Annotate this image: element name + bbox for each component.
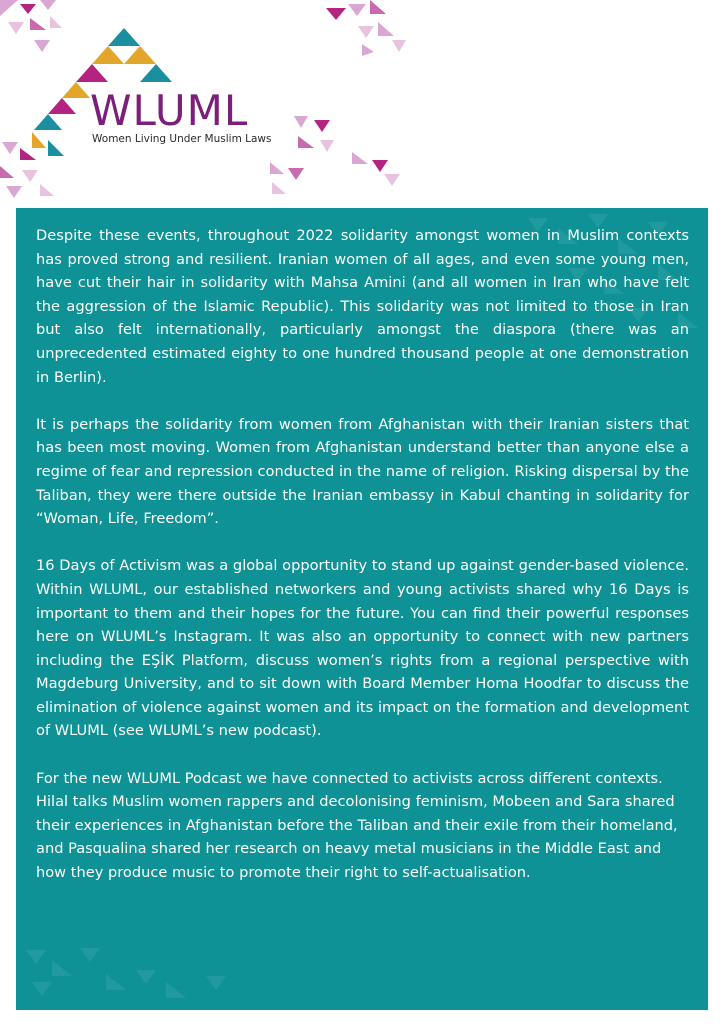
content-panel [16, 208, 708, 1010]
article-body [36, 224, 689, 908]
paragraph-16-days: 16 Days of Activism was a global opportunity to stand up against gender-based violence. Within WLUML, our established networkers and young activists shared why 16 Days is important to them and their hopes for the future. You can find their powerful responses here on WLUML’s Instagram. It was also an opportunity to connect with new partners including the EŞİK Platform, discuss women’s rights from a regional perspective with Magdeburg University, and to sit down with Board Member Homa Hoodfar to discuss the elimination of violence against women and its impact on the formation and development of WLUML (see WLUML’s new podcast). [36, 557, 689, 740]
triangle-pattern-top-center [322, 0, 412, 58]
triangle-pattern-mid [264, 112, 414, 198]
wluml-logo [28, 28, 278, 168]
paragraph-podcast: For the new WLUML Podcast we have connected to activists across different contexts. Hilal talks Muslim women rappers and decolonising feminism, Mobeen and Sara shared their experiences in Afghanistan before the Taliban and their exile from their homeland, and Pasqualina shared her research on heavy metal musicians in the Middle East and how they produce music to promote their right to self-actualisation. [36, 769, 678, 882]
panel-triangle-pattern-bottom-left [16, 930, 256, 1010]
logo-tagline: Women Living Under Muslim Laws [92, 133, 272, 145]
paragraph-afghanistan: It is perhaps the solidarity from women from Afghanistan with their Iranian sisters that has been most moving. Women from Afghanistan understand better than anyone else a regime of fear and repression conducted in the name of religion. Risking dispersal by the Taliban, they were there outside the Iranian embassy in Kabul chanting in solidarity for “Woman, Life, Freedom”. [36, 415, 689, 528]
paragraph-solidarity-iran: Despite these events, throughout 2022 solidarity amongst women in Muslim contexts has proved strong and resilient. Iranian women of all ages, and even some young men, have cut their hair in solidarity with Mahsa Amini (and all women in Iran who have felt the aggression of the Islamic Republic). This solidarity was not limited to those in Iran but also felt internationally, particularly amongst the diaspora (there was an unprecedented estimated eighty to one hundred thousand people at one demonstration in Berlin). [36, 227, 689, 386]
logo-wordmark: WLUML [90, 86, 249, 135]
